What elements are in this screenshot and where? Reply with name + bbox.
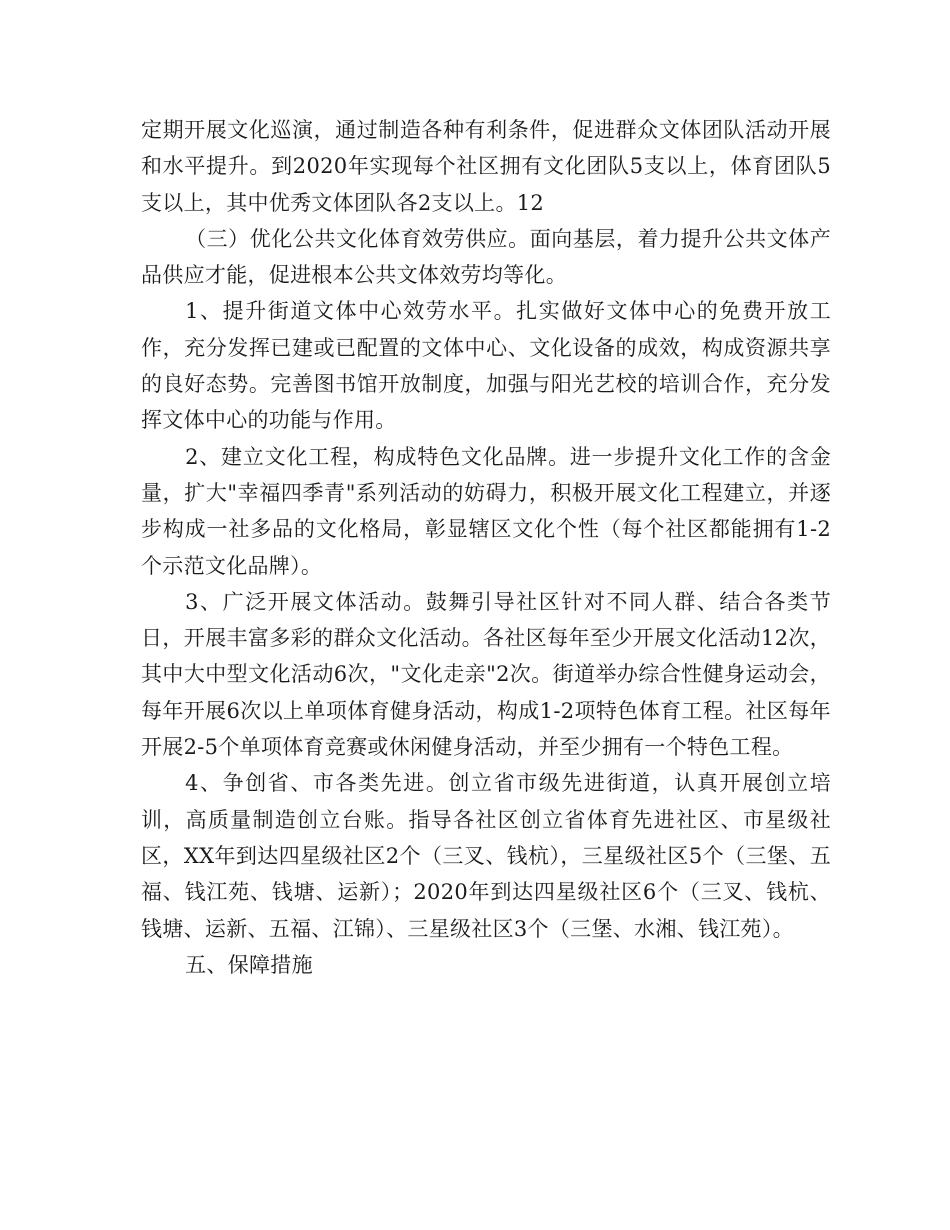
section-heading: 五、保障措施	[185, 952, 313, 977]
paragraph-item-1: 1、提升街道文体中心效劳水平。扎实做好文体中心的免费开放工作，充分发挥已建或已配置的文体中心、文化设备的成效，构成资源共享的良好态势。完善图书馆开放制度，加强与阳光艺校的培训合作，充分发挥文体中心的功能与作用。	[141, 299, 831, 433]
paragraph-continuation: 定期开展文化巡演，通过制造各种有利条件，促进群众文体团队活动开展和水平提升。到2020年实现每个社区拥有文化团队5支以上，体育团队5支以上，其中优秀文体团队各2支以上。12	[141, 118, 831, 215]
paragraph-item-4: 4、争创省、市各类先进。创立省市级先进街道，认真开展创立培训，高质量制造创立台账。指导各社区创立省体育先进社区、市星级社区，XX年到达四星级社区2个（三叉、钱杭），三星级社区5个（三堡、五福、钱江苑、钱塘、运新）；2020年到达四星级社区6个（三叉、钱杭、钱塘、运新、五福、江锦）、三星级社区3个（三堡、水湘、钱江苑）。	[141, 771, 831, 941]
paragraph-item-2: 2、建立文化工程，构成特色文化品牌。进一步提升文化工作的含金量，扩大"幸福四季青"系列活动的妨碍力，积极开展文化工程建立，并逐步构成一社多品的文化格局，彰显辖区文化个性（每个社区都能拥有1-2个示范文化品牌）。	[141, 444, 831, 578]
document-body	[141, 112, 831, 983]
paragraph-item-3: 3、广泛开展文体活动。鼓舞引导社区针对不同人群、结合各类节日，开展丰富多彩的群众文化活动。各社区每年至少开展文化活动12次，其中大中型文化活动6次，"文化走亲"2次。街道举办综合性健身运动会，每年开展6次以上单项体育健身活动，构成1-2项特色体育工程。社区每年开展2-5个单项体育竞赛或休闲健身活动，并至少拥有一个特色工程。	[141, 589, 831, 760]
paragraph-section-three: （三）优化公共文化体育效劳供应。面向基层，着力提升公共文体产品供应才能，促进根本公共文体效劳均等化。	[141, 226, 831, 288]
